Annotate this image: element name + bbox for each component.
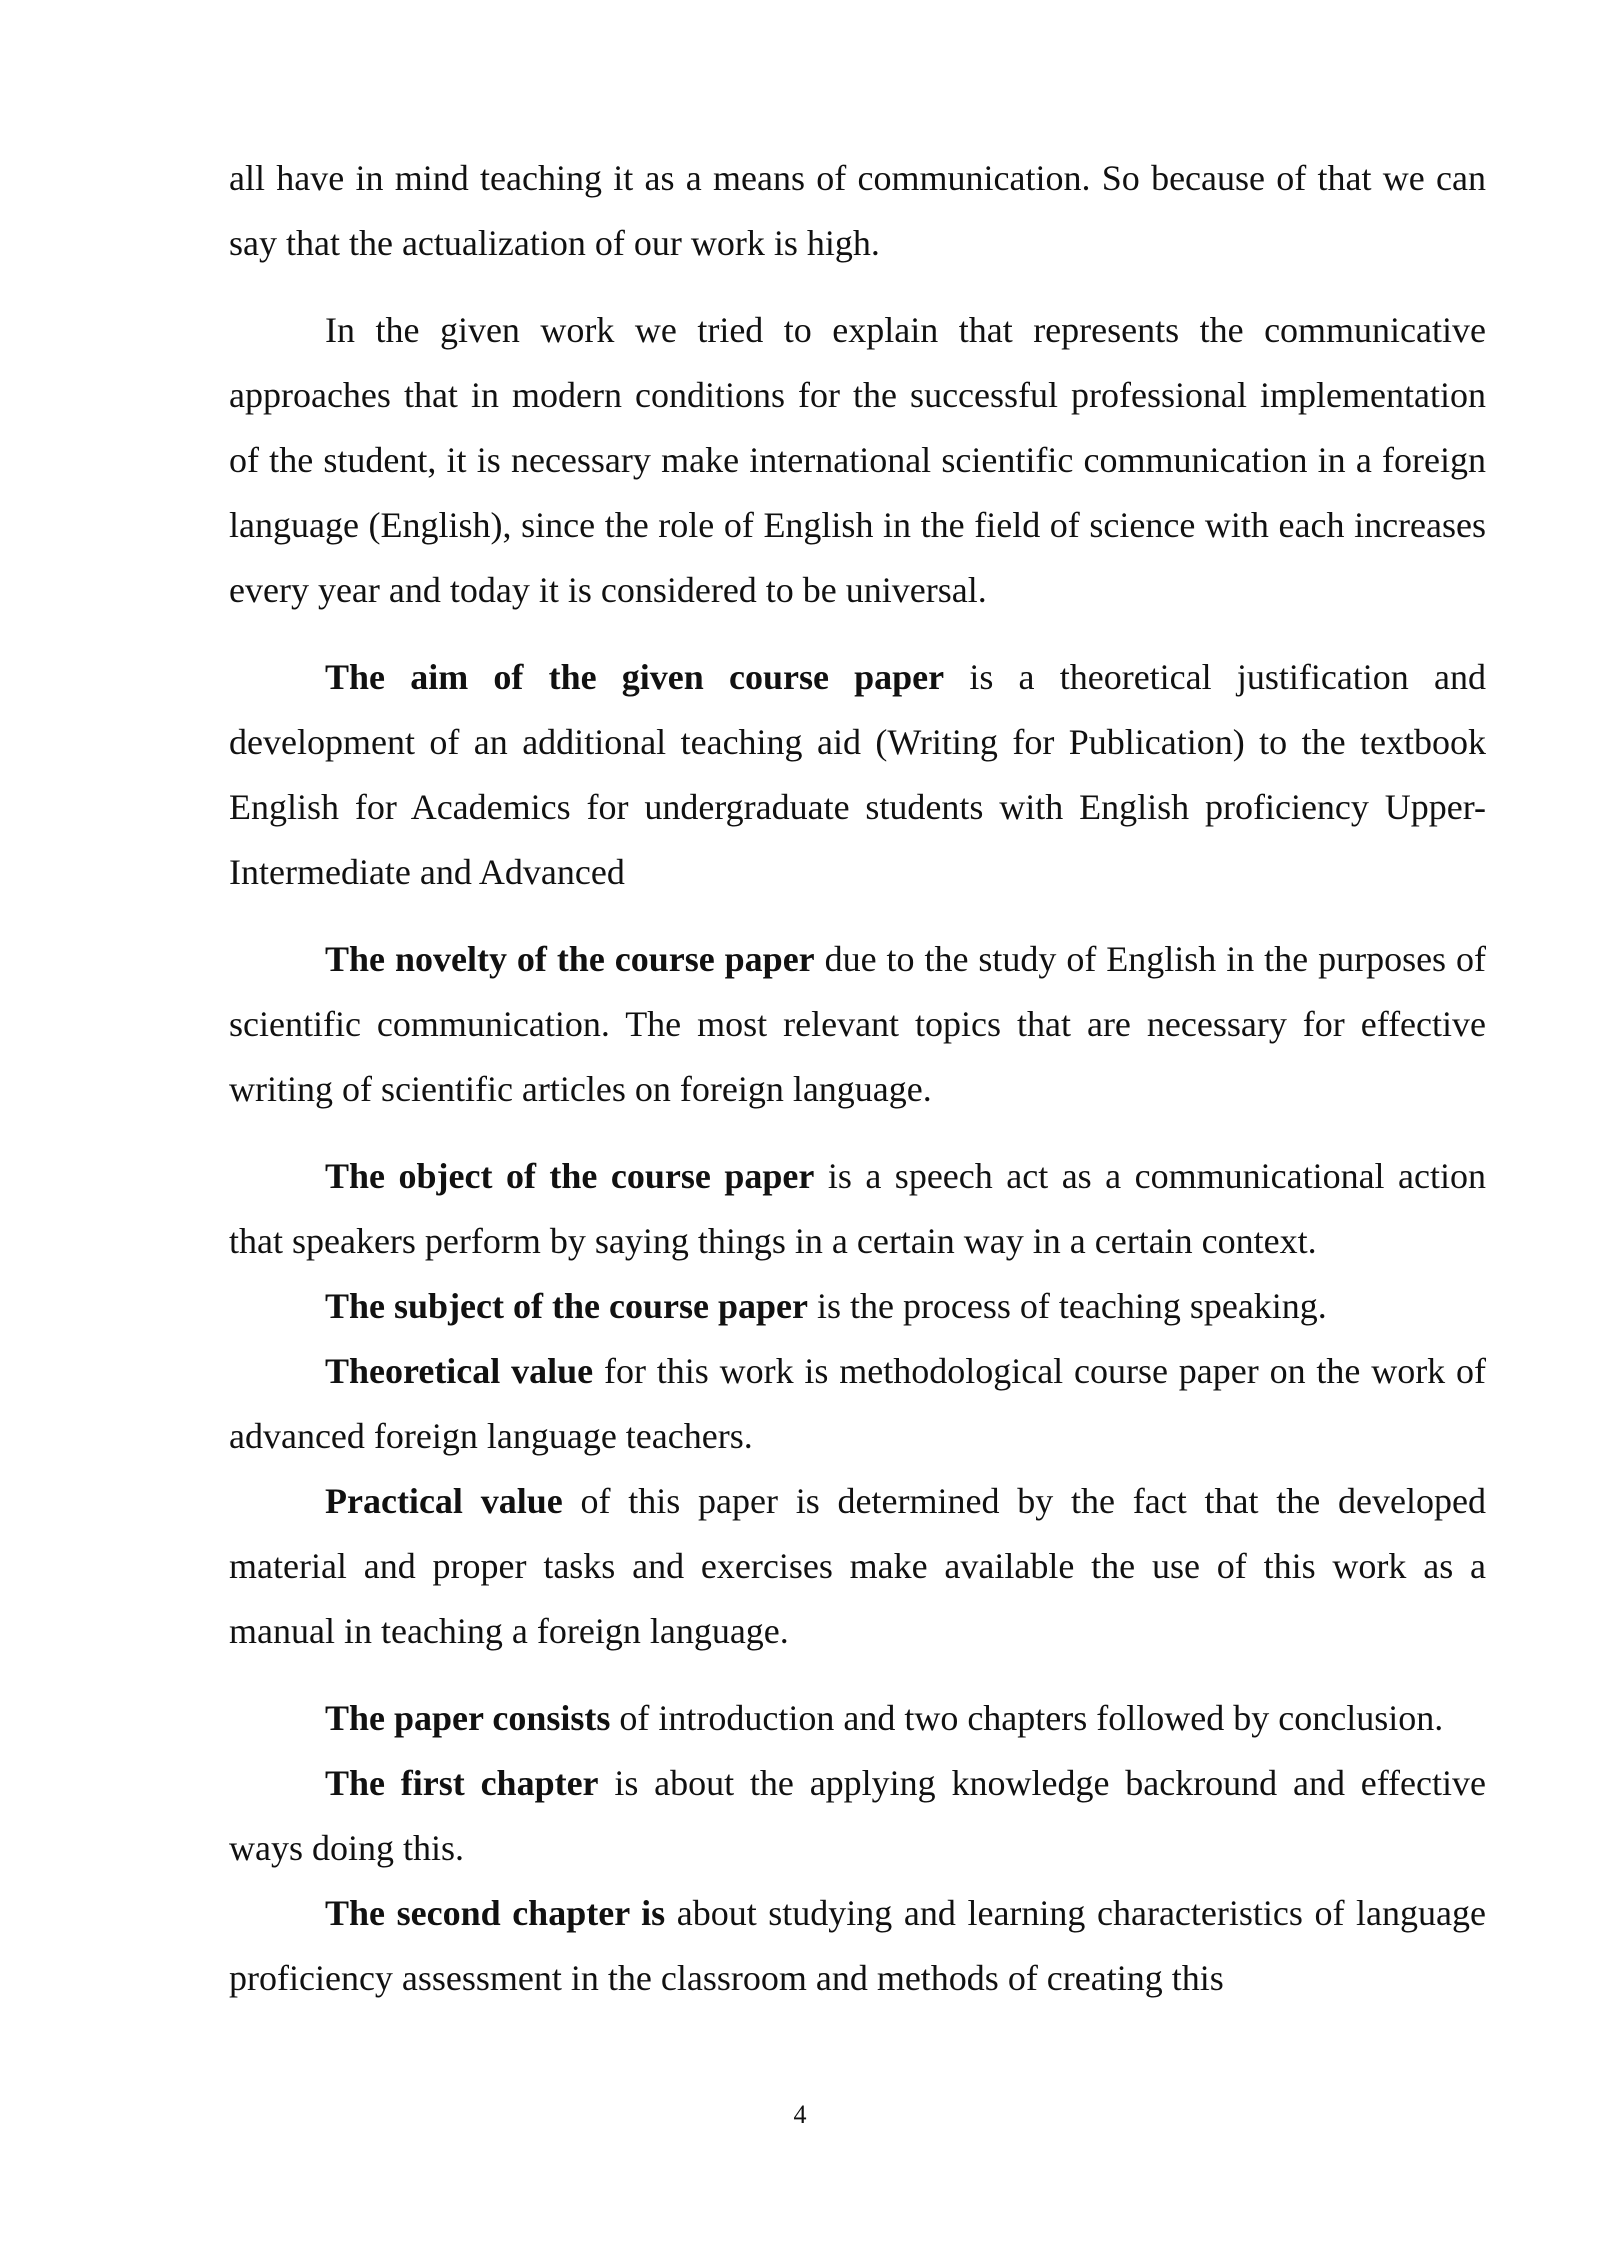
paragraph-lead: The novelty of the course paper: [325, 939, 815, 979]
paragraph-lead: The first chapter: [325, 1763, 599, 1803]
paragraph-lead: The second chapter is: [325, 1893, 666, 1933]
paragraph-practical-value: [229, 1469, 1486, 1664]
paragraph-lead: The subject of the course paper: [325, 1286, 808, 1326]
paragraph-text: about studying and learning characteristics of language proficiency assessment in the classroom and methods of creating this: [229, 1893, 1486, 1998]
paragraph-text: due to the study of English in the purposes of scientific communication. The most relevant topics that are necessary for effective writing of scientific articles on foreign language.: [229, 939, 1486, 1109]
page-number: 4: [793, 2100, 807, 2129]
paragraph-text: In the given work we tried to explain that represents the communicative approaches that in modern conditions for the successful professional implementation of the student, it is necessary make international scientific communication in a foreign language (English), since the role of English in the field of science with each increases every year and today it is considered to be universal.: [229, 310, 1486, 610]
paragraph-paper-consists: [229, 1686, 1486, 1751]
paragraph-text: is a theoretical justification and development of an additional teaching aid (Writing for Publication) to the textbook English for Academics for undergraduate students with English proficiency Upper-Intermediate and Advanced: [229, 657, 1486, 892]
paragraph-lead: The object of the course paper: [325, 1156, 815, 1196]
paragraph-text: is the process of teaching speaking.: [807, 1286, 1327, 1326]
paragraph-text: is a speech act as a communicational action that speakers perform by saying things in a certain way in a certain context.: [229, 1156, 1487, 1261]
document-page: [229, 146, 1486, 2011]
paragraph-continuation: [229, 146, 1486, 276]
paragraph-text: is about the applying knowledge backround and effective ways doing this.: [229, 1763, 1486, 1868]
paragraph-theoretical-value: [229, 1339, 1486, 1469]
paragraph-text: for this work is methodological course paper on the work of advanced foreign language teachers.: [229, 1351, 1486, 1456]
paragraph-aim: [229, 645, 1486, 905]
paragraph-novelty: [229, 927, 1486, 1122]
paragraph-lead: The aim of the given course paper: [325, 657, 945, 697]
paragraph-second-chapter: [229, 1881, 1486, 2011]
paragraph-given-work: [229, 298, 1486, 623]
paragraph-lead: The paper consists: [325, 1698, 611, 1738]
paragraph-text: all have in mind teaching it as a means of communication. So because of that we can say that the actualization of our work is high.: [229, 158, 1486, 263]
paragraph-text: of this paper is determined by the fact that the developed material and proper tasks and exercises make available the use of this work as a manual in teaching a foreign language.: [229, 1481, 1486, 1651]
paragraph-lead: Practical value: [325, 1481, 563, 1521]
paragraph-object: [229, 1144, 1486, 1274]
paragraph-lead: Theoretical value: [325, 1351, 594, 1391]
paragraph-text: of introduction and two chapters followed by conclusion.: [610, 1698, 1444, 1738]
paragraph-first-chapter: [229, 1751, 1486, 1881]
paragraph-subject: [229, 1274, 1486, 1339]
